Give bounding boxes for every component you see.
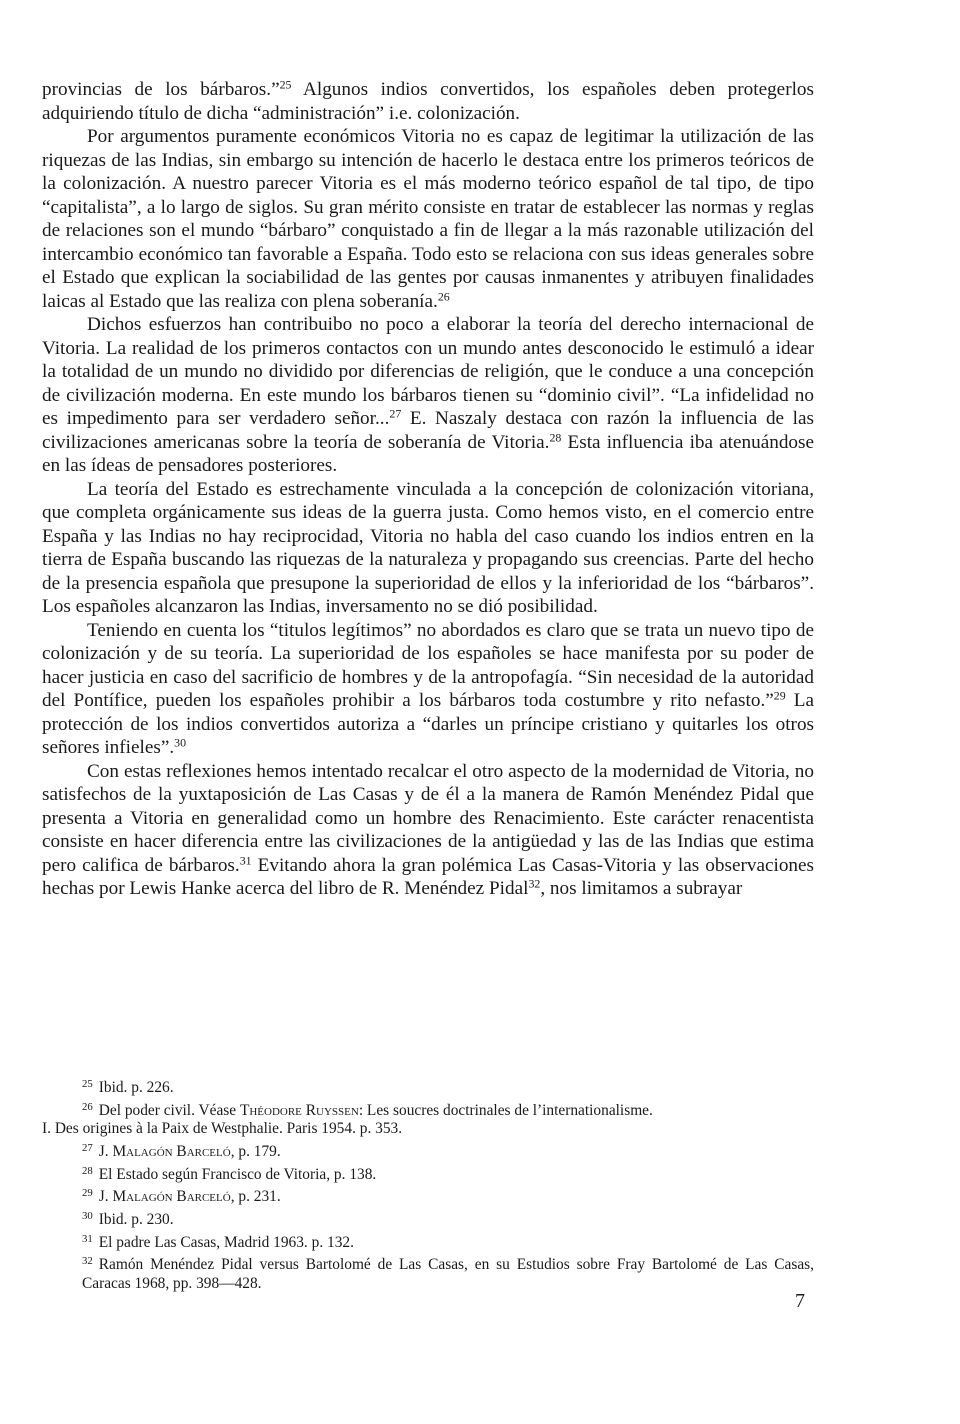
text-run: Teniendo en cuenta los “titulos legítimos” no abordados es claro que se trata un nuevo tipo de colonización y de su teoría. La superioridad de los españoles se hace manifesta por su poder de hacer justicia en caso del sacrificio de hombres y de la antropofagía. “Sin necesidad de la autoridad del Pontífice, pueden los españoles prohibir a los bárbaros toda costumbre y rito nefasto.” xyxy=(42,619,814,711)
text-run: provincias de los bárbaros.” xyxy=(42,79,280,100)
footnote-number: 31 xyxy=(82,1232,93,1245)
author-name: Malagón Barceló xyxy=(112,1188,231,1206)
body-paragraph xyxy=(42,619,814,760)
text-run: Dichos esfuerzos han contribuibo no poco a elaborar la teoría del derecho internacional de Vitoria. La realidad de los primeros contactos con un mundo antes desconocido le estimuló a idear la totalidad de un mundo no dividido por diferencias de religión, que le conduce a una concepción de civilización moderna. En este mundo los bárbaros tienen su “dominio civil”. “La infidelidad no es impedimento para ser verdadero señor... xyxy=(42,314,814,429)
text-run: Evitando ahora la gran polémica Las Casas-Vitoria y las observaciones hechas por Lewis Hanke acerca del libro de R. Menéndez Pidal xyxy=(42,854,814,899)
footnote-reference: 25 xyxy=(279,77,292,92)
footnote xyxy=(42,1139,814,1162)
page-number: 7 xyxy=(795,1290,805,1312)
text-run: El padre Las Casas, Madrid 1963. p. 132. xyxy=(98,1233,354,1251)
text-run: Ibid. p. 226. xyxy=(98,1078,174,1096)
text-run: I. Des origines à la Paix de Westphalie. Paris 1954. p. 353. xyxy=(42,1120,403,1138)
author-name: Malagón Barceló xyxy=(112,1142,231,1160)
body-paragraph xyxy=(42,78,814,125)
text-run: Del poder civil. Véase xyxy=(98,1101,240,1119)
main-text xyxy=(42,78,814,901)
text-run: Por argumentos puramente económicos Vitoria no es capaz de legitimar la utilización de las riquezas de las Indias, sin embargo su intención de hacerlo le destaca entre los primeros teóricos de la colonización. A nuestro parecer Vitoria es el más moderno teórico español de tal tipo, de tipo “capitalista”, a lo largo de siglos. Su gran mérito consiste en tratar de establecer las normas y reglas de relaciones son el mundo “bárbaro” conquistado a fin de llegar a la más razonable utilización del intercambio económico tan favorable a España. Todo esto se relaciona con sus ideas generales sobre el Estado que explican la sociabilidad de las gentes por causas inmanentes y atribuyen finalidades laicas al Estado que las realiza con plena soberanía. xyxy=(42,126,814,312)
text-run: , p. 231. xyxy=(230,1188,281,1206)
text-run: El Estado según Francisco de Vitoria, p. 138. xyxy=(98,1165,377,1183)
body-paragraph xyxy=(42,760,814,901)
text-run: E. Naszaly destaca con razón la influencia de las civilizaciones americanas sobre la teoría de soberanía de Vitoria. xyxy=(42,408,815,453)
body-paragraph xyxy=(42,313,814,478)
body-paragraph xyxy=(42,125,814,313)
text-run: , p. 179. xyxy=(230,1142,281,1160)
footnote-number: 30 xyxy=(82,1210,93,1222)
footnotes xyxy=(42,1075,814,1294)
footnote xyxy=(42,1207,814,1230)
footnote-reference: 26 xyxy=(437,288,450,303)
footnote xyxy=(42,1230,814,1253)
text-run: La teoría del Estado es estrechamente vinculada a la concepción de colonización vitoriana, que completa orgánicamente sus ideas de la guerra justa. Como hemos visto, en el comercio entre España y las Indias no hay reciprocidad, Vitoria no habla del caso cuando los indios entren en la tierra de España buscando las riquezas de la naturaleza y propagando sus creencias. Parte del hecho de la presencia española que presupone la superioridad de ellos y la inferioridad de los “bárbaros”. Los españoles alcanzaron las Indias, inversamento no se dió posibilidad. xyxy=(42,478,814,617)
footnote-number: 29 xyxy=(82,1187,93,1200)
footnote xyxy=(42,1252,814,1293)
text-run: Esta influencia iba atenuándose en las ídeas de pensadores posteriores. xyxy=(42,431,814,476)
body-paragraph xyxy=(42,478,814,619)
text-run: J. xyxy=(98,1142,113,1160)
footnote xyxy=(42,1162,814,1185)
text-run: , nos limitamos a subrayar xyxy=(540,878,743,899)
footnote-number: 25 xyxy=(82,1078,93,1090)
footnote xyxy=(42,1184,814,1207)
footnote-number: 26 xyxy=(82,1100,93,1113)
footnote xyxy=(42,1098,814,1121)
footnote-reference: 29 xyxy=(773,688,786,703)
footnote-number: 28 xyxy=(82,1164,93,1177)
footnote-reference: 28 xyxy=(549,429,562,444)
author-name: Théodore Ruyssen xyxy=(239,1101,359,1119)
footnote-reference: 27 xyxy=(389,406,402,421)
text-run: J. xyxy=(98,1188,113,1206)
footnote xyxy=(42,1075,814,1098)
footnote-reference: 30 xyxy=(174,735,187,750)
text-run: Ibid. p. 230. xyxy=(98,1210,174,1228)
text-run: Algunos indios convertidos, los españoles deben protegerlos adquiriendo título de dicha “administración” i.e. colonización. xyxy=(42,79,814,124)
footnote xyxy=(42,1120,814,1139)
footnote-reference: 32 xyxy=(528,876,541,891)
footnote-number: 32 xyxy=(82,1255,93,1268)
footnote-reference: 31 xyxy=(239,852,252,867)
text-run: : Les soucres doctrinales de l’internationalisme. xyxy=(358,1101,653,1119)
text-run: La protección de los indios convertidos autoriza a “darles un príncipe cristiano y quitarles los otros señores infieles”. xyxy=(42,690,814,758)
text-run: Ramón Menéndez Pidal versus Bartolomé de Las Casas, en su Estudios sobre Fray Bartolomé de Las Casas, Caracas 1968, pp. 398—428. xyxy=(82,1256,814,1292)
footnote-number: 27 xyxy=(82,1142,93,1155)
text-run: Con estas reflexiones hemos intentado recalcar el otro aspecto de la modernidad de Vitoria, no satisfechos de la yuxtaposición de Las Casas y de él a la manera de Ramón Menéndez Pidal que presenta a Vitoria en generalidad como un hombre des Renacimiento. Este carácter renacentista consiste en hacer diferencia entre las civilizaciones de la antigüedad y las de las Indias que estima pero califica de bárbaros. xyxy=(42,760,814,876)
